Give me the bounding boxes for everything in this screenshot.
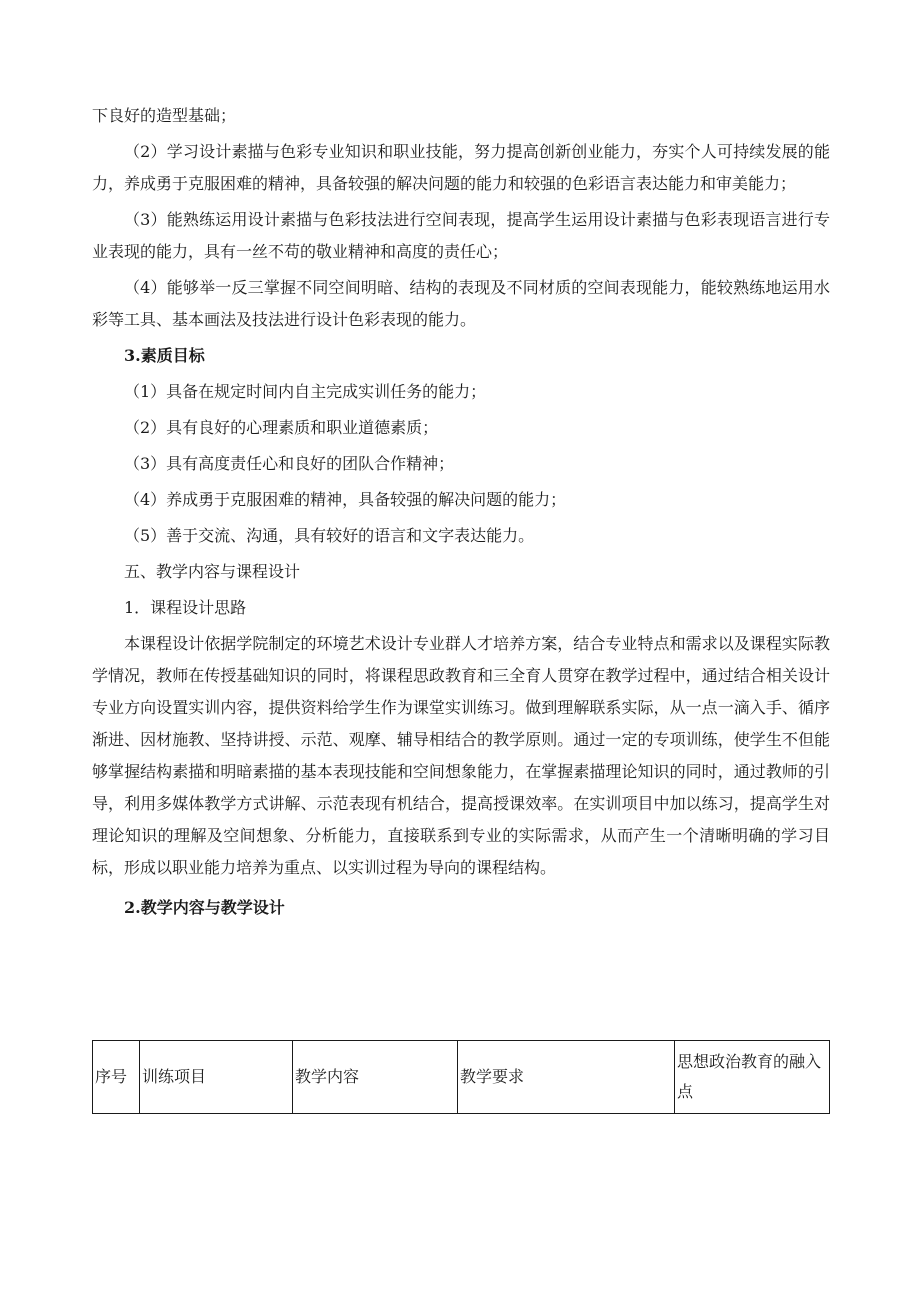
teaching-design-table (92, 1040, 830, 1114)
header-cell-index: 序号 (93, 1041, 140, 1114)
paragraph: （3）能熟练运用设计素描与色彩技法进行空间表现，提高学生运用设计素描与色彩表现语言进行专业表现的能力，具有一丝不苟的敬业精神和高度的责任心； (92, 210, 830, 261)
header-cell-ideological-point: 思想政治教育的融入点 (675, 1041, 830, 1114)
list-item: （3）具有高度责任心和良好的团队合作精神； (124, 454, 455, 473)
list-item: （2）具有良好的心理素质和职业道德素质； (124, 418, 439, 437)
list-item: （5）善于交流、沟通，具有较好的语言和文字表达能力。 (124, 526, 535, 545)
section-heading: 2.教学内容与教学设计 (124, 898, 285, 917)
section-heading: 五、教学内容与课程设计 (124, 562, 301, 581)
table-header-row (93, 1041, 830, 1114)
section-heading: 3.素质目标 (124, 346, 205, 365)
header-cell-teaching-requirement: 教学要求 (458, 1041, 675, 1114)
list-item: （1）具备在规定时间内自主完成实训任务的能力； (124, 382, 487, 401)
document-body (92, 100, 830, 924)
paragraph: （4）能够举一反三掌握不同空间明暗、结构的表现及不同材质的空间表现能力，能较熟练地运用水彩等工具、基本画法及技法进行设计色彩表现的能力。 (92, 278, 830, 329)
list-item: （4）养成勇于克服困难的精神，具备较强的解决问题的能力； (124, 490, 567, 509)
header-cell-training-item: 训练项目 (140, 1041, 293, 1114)
paragraph: 下良好的造型基础； (92, 106, 237, 125)
paragraph: （2）学习设计素描与色彩专业知识和职业技能，努力提高创新创业能力，夯实个人可持续发展的能力，养成勇于克服困难的精神，具备较强的解决问题的能力和较强的色彩语言表达能力和审美能力； (92, 142, 830, 193)
header-cell-teaching-content: 教学内容 (293, 1041, 458, 1114)
paragraph: 本课程设计依据学院制定的环境艺术设计专业群人才培养方案，结合专业特点和需求以及课程实际教学情况，教师在传授基础知识的同时，将课程思政教育和三全育人贯穿在教学过程中，通过结合相关设计专业方向设置实训内容，提供资料给学生作为课堂实训练习。做到理解联系实际，从一点一滴入手、循序渐进、因材施教、坚持讲授、示范、观摩、辅导相结合的教学原则。通过一定的专项训练，使学生不但能够掌握结构素描和明暗素描的基本表现技能和空间想象能力，在掌握素描理论知识的同时，通过教师的引导，利用多媒体教学方式讲解、示范表现有机结合，提高授课效率。在实训项目中加以练习，提高学生对理论知识的理解及空间想象、分析能力，直接联系到专业的实际需求，从而产生一个清晰明确的学习目标，形成以职业能力培养为重点、以实训过程为导向的课程结构。 (92, 634, 830, 877)
subsection-heading: 1．课程设计思路 (124, 598, 247, 617)
